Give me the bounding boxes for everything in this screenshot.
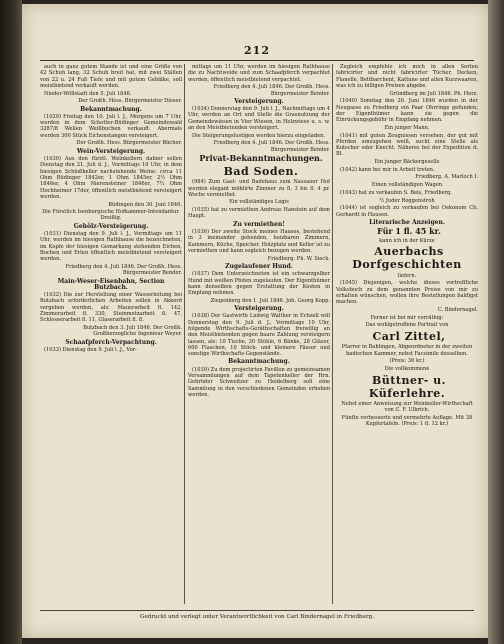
notice-paragraph: (1032) Die zur Herstellung einer Wasserleitung bei Butzbach erforderlichen Arbeiten sollen in Akkord vergeben werden, als: Mauerarbeit fl. 142, Zimmerarbeit fl. 330, Steinmetzarbeit fl. 47, Schlosserarbeit fl. 11, Glaserarbeit fl. 8. (40, 292, 182, 324)
notice-paragraph: (1038) Der Gastwirth Ludwig Walther in Echzell will Donnerstag den 9. Juli d. J., Vormittags 10 Uhr, folgende Wirthschafts-Geräthschaften freiwillig an den Meistbietenden gegen baare Zahlung versteigern lassen, als: 10 Tische, 30 Stühle, 6 Bänke, 28 Gläser, 600 Flaschen, 10 Stück- und kleinere Fässer und sonstige Wirthschafts-Gegenstände. (188, 313, 330, 358)
printer-imprint: Gedruckt und verlegt unter Verantwortlichkeit von Carl Bindernagel in Friedberg. (40, 610, 474, 620)
centered-line: Nebst einer Anweisung zur Weinkeller-Wirthschaft von C. F. Ulbrich. (341, 401, 473, 414)
notice-paragraph: (1034) Donnerstag den 9. Juli l. J., Nachmittags um 4 Uhr, werden an Ort und Stelle die Grasnutzung der Gemeindewiesen in Vier Wiesen, in Holzwiese u. s. w. an den Meistbietenden versteigert. (188, 106, 330, 132)
signature-line: Gründberg im Juli 1846. Ph. Herz. (389, 90, 478, 97)
signature-line: C. Bindernagel. (437, 306, 478, 313)
notice-paragraph: (1044) ist sogleich zu verkaufen bei Oekonom Ch. Gerhardt in Hausen. (336, 205, 478, 218)
book-binding (0, 0, 22, 644)
centered-line: (Preis: 36 kr.) (389, 358, 425, 365)
notice-paragraph: auch in ganz gutem Stande ist und eine Größe von 42 Schuh lang, 32 Schuh breit hat, mit zwei Ställen von 22 u. 24 Fuß Tiefe und mit gutem Gebälke, soll meistbietend verkauft werden. (40, 64, 182, 89)
subheading: Privat-Bekanntmachungen. (199, 153, 323, 164)
centered-line: Ein junger Mann, (384, 124, 430, 131)
notice-paragraph: (1042) kann bei mir in Arbeit treten. (340, 166, 435, 173)
page-edge (488, 0, 504, 644)
centered-line: Die vollkommene (384, 365, 430, 372)
section-heading: Literarische Anzeigen. (369, 218, 445, 226)
signature-line: Butzbach den 3. Juli 1846. Der Großh. Großherzogliche Ingenieur Weyer. (83, 325, 182, 338)
notice-paragraph: Nieder-Wöllstadt den 5. Juli 1846. (44, 90, 132, 97)
column-1 (40, 64, 182, 604)
centered-line: Fünfte verbesserte und vermehrte Auflage. Mit 38 Kupfertafeln. (Preis: 1 fl. 12 kr.) (341, 415, 473, 428)
centered-line: liefern. (397, 272, 417, 279)
section-heading: Schaafpferch-Verpachtung. (65, 338, 157, 346)
notice-paragraph: (1041) mit guten Zeugnissen versehen, der gut mit Pferden umzugehen weiß, sucht eine Stelle als Kutscher oder Knecht. Näheres bei der Expedition d. Bl. (336, 132, 478, 158)
centered-line: Einen vollständigen Wagen (371, 182, 443, 189)
signature-line: Friedberg. A. Marloch I. (415, 174, 478, 181)
centered-line: Pfarrer in Bahlingen, Abgeordneter in der zweiten badischen Kammer, nebst Facsimile desselben. (341, 344, 473, 357)
signature-line: Ziegenberg den 1. Juli 1846. Joh. Georg Kopp. (210, 297, 330, 304)
section-heading: Bekanntmachung. (228, 358, 290, 366)
signature-line: Der Großh. Hess. Bürgermeister Dieser. (78, 98, 182, 105)
display-heading: Auerbachs Dorfgeschichten (352, 245, 462, 272)
notice-paragraph: (1030) Aus den fürstl. Weinkellern dahier sollen Dienstag den 21. Juli d. J., Vormittags 10 Uhr, in dem hiesigen Schloßkeller nachstehende Weine: circa 11 Ohm Büdinger 1842er, 1 Ohm 1845er, 2½ Ohm 1846er, 4 Ohm Nierensteiner 1846er, 7½ Ohm Hochheimer 17der, öffentlich meistbietend versteigert werden. (40, 156, 182, 200)
notice-paragraph: Die Steigerungslustigen werden hierzu eingeladen. (192, 132, 326, 139)
section-heading: Zugelaufener Hund. (225, 262, 293, 270)
notice-paragraph: (1040) Sonntag den 26. Juni 1846 wurden in der Neugasse zu Friedberg ein Paar Ohrringe gefunden; der Eigenthümer kann sie gegen die Einrückungsgebühr in Empfang nehmen. (336, 98, 478, 124)
signature-line: Friedberg den 4. Juli 1846. Der Großh. Hess. Bürgermeister Bender. (213, 84, 330, 97)
notice-paragraph: (1035) hat zu vermiethen Andreas Hanstein auf dem Haupt. (188, 207, 330, 220)
notice-paragraph: (1039) Zu dem projectirten Pavillon zu gemeinsamen Versammlungen auf dem Tapetenkeller der Hrn. Gebrüder Schweitzer zu Heidelberg soll eine Sammlung in den verschiedenen Gemeinden erhoben werden. (188, 366, 330, 398)
centered-line: Die Fürstlich Isenburgische Hofkammer-Intendantur. Dreißig. (42, 209, 180, 222)
notice-paragraph: (1037) Dem Unterzeichneten ist ein schwarzgelber Hund mit weißen Pfoten zugelaufen. Der Eigenthümer kann denselben gegen Erstattung der Kosten in Empfang nehmen. (188, 271, 330, 297)
section-heading: Main-Weser-Eisenbahn, Section Butzbach. (57, 277, 165, 291)
column-divider (184, 64, 185, 604)
notice-paragraph: (1043) hat zu verkaufen S. Beis, Friedberg. (340, 189, 452, 196)
centered-line: Ferner ist bei mir vorräthig: (370, 314, 444, 321)
section-heading: Versteigerung. (234, 97, 284, 105)
section-heading: Zu vermiethen! (233, 220, 285, 228)
header-rule (40, 60, 474, 61)
section-heading: Gehölz-Versteigerung. (73, 222, 149, 230)
notice-paragraph: (1033) Dienstag den 9. Juli l. J., Vor- (44, 346, 137, 353)
notice-paragraph: mittags um 11 Uhr, werden im hiesigen Rathhause die zu Nachtweide und zum Schaafpferch verpachtet werden, öffentlich meistbietend verpachtet. (188, 64, 330, 83)
centered-line: Das wohlgetroffene Portrait von (365, 322, 449, 329)
notice-paragraph: (1031) Dienstag den 9. Juli l. J., Vormittags um 11 Uhr, werden im hiesigen Rathhause die bezeichneten, im Kopfe der hiesigen Gemarkung stehenden Eichen, Buchen und Erlen öffentlich meistbietend versteigert werden. (40, 231, 182, 263)
column-2 (188, 64, 330, 604)
page-number: 212 (244, 44, 270, 57)
centered-line: kann ich in der Kürze (379, 237, 435, 244)
notice-paragraph: (1029) Freitag den 10. Juli l. J., Morgens um 7 Uhr, werden in dem Schotter-Büdinger Gemeindewald 3287/8 Wellen Weißbuchen verkauft. Abermals werden 300 Stück Eichenstangen versteigert. (40, 113, 182, 139)
notice-paragraph: (984) Zum Gast- und Badehaus zum Nassauer Hof werden elegant möblirte Zimmer zu fl. 3 bis fl. 4 pr. Woche vermiethet. (188, 179, 330, 198)
centered-line: ½ Juder Roggenstroh (379, 197, 435, 204)
display-heading: Carl Zittel, (372, 329, 446, 343)
signature-line: Friedberg den 4. Juli 1846. Der Großh. Hess. Bürgermeister Bender. (213, 140, 330, 153)
centered-line: Ein junger Bäckergeselle (374, 159, 440, 166)
column-3 (336, 64, 478, 604)
centered-line: Ein vollständiges Logis (229, 199, 289, 206)
notice-paragraph: (1036) Der zweite Stock meines Hauses, bestehend in 3 ineinander gehenden, heizbaren Zimmern, Kammern, Küche, Speicher, Holzplatz und Keller ist zu vermiethen und kann sogleich bezogen werden. (188, 229, 330, 254)
signature-line: Büdingen den 30. Juni 1846. (108, 201, 182, 208)
column-divider (332, 64, 333, 604)
section-heading: Bekanntmachung. (80, 105, 142, 113)
section-heading: Versteigerung. (234, 305, 284, 313)
signature-line: Friedberg den 4. Juli 1846. Der Großh. Hess. Bürgermeister Bender. (65, 263, 182, 277)
signature-line: Friedberg. Ph. W. Sieck. (267, 255, 330, 262)
subheading: Für 1 fl. 45 kr. (377, 226, 441, 237)
section-heading: Wein-Versteigerung. (76, 147, 146, 155)
signature-line: Der Großh. Hess. Bürgermeister Bücher. (76, 140, 182, 147)
display-heading: Bad Soden. (223, 164, 299, 178)
notice-paragraph: Zugleich empfehle ich mich in allen Sorten fabricirter und nicht fabricirter Tücher, Decken, Flanelle, Bettbarchent, Kattune und allen Kurzwaaren, was ich zu billigen Preisen abgebe. (336, 64, 478, 89)
notice-paragraph: (1045) Diejenigen, welche dieses vortreffliche Volksbuch zu dem genannten Preise von mir zu erhalten wünschen, wollen ihre Bestellungen baldigst machen. (336, 280, 478, 306)
display-heading: Büttner- u. Küferlehre. (368, 373, 446, 400)
newspaper-page (22, 4, 488, 638)
